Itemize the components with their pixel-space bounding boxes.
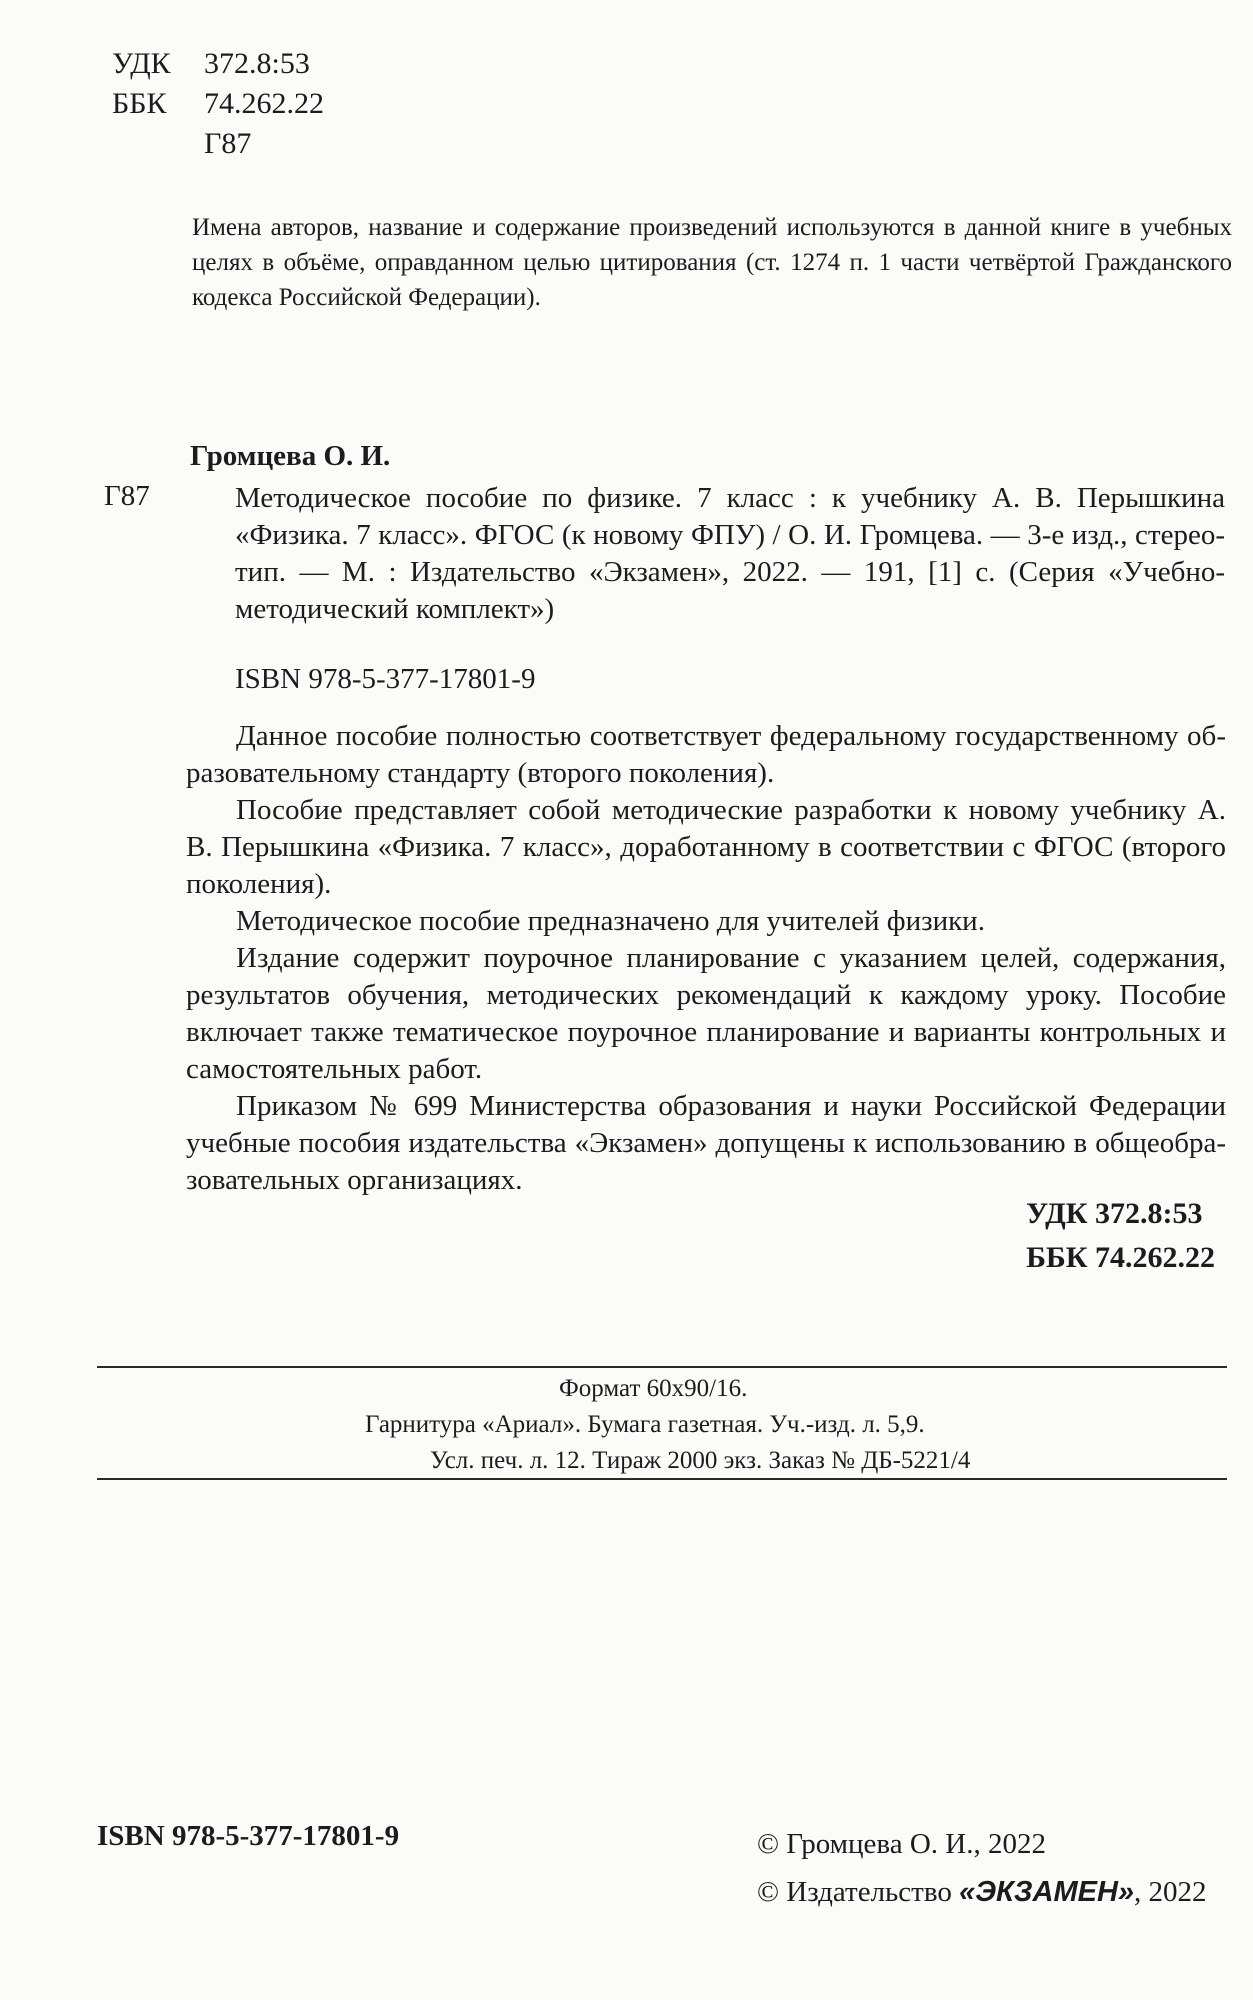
copyright-author: © Громцева О. И., 2022: [757, 1828, 1046, 1860]
abstract: [186, 718, 1226, 1199]
bbk-bold: ББК 74.262.22: [1026, 1241, 1215, 1274]
rights-notice: Имена авторов, название и содержание произведений используются в данной книге в учебных целях в объёме, оправданном целью цитирования (ст. 1274 п. 1 части четвёртой Гражданского кодекса Российской Федерации).: [192, 214, 1232, 311]
abstract-paragraph: Издание содержит поурочное планирование с указанием целей, содержания, результатов обучения, методических рекомендаций к каждому уроку. Пособие включает также тематическое поурочное планирование и варианты контрольных и самостоятельных работ.: [186, 942, 1226, 1085]
classification-bold: [1026, 1192, 1215, 1280]
bbk-value: 74.262.22: [204, 87, 324, 120]
imprint-block: [97, 1371, 1227, 1479]
divider-bottom: [97, 1478, 1227, 1480]
author-heading: Громцева О. И.: [190, 440, 391, 472]
imprint-typeface: Гарнитура «Ариал». Бумага газетная. Уч.-изд. л. 5,9.: [365, 1411, 925, 1438]
bbk-label: ББК: [112, 87, 167, 120]
isbn-line: ISBN 978-5-377-17801-9: [235, 663, 536, 695]
abstract-paragraph: Методическое пособие предназначено для учителей физики.: [236, 905, 985, 937]
copyright-prefix: © Издательство: [757, 1876, 960, 1908]
cutter-code: Г87: [204, 127, 252, 160]
abstract-paragraph: Данное пособие полностью соответствует федеральному государственному образовательному стандарту (второго поколения).: [186, 720, 1226, 789]
publisher-name: «ЭКЗАМЕН»: [959, 1876, 1135, 1908]
cutter-mark: Г87: [104, 480, 150, 512]
classification-codes: [112, 44, 324, 164]
copyright-suffix: , 2022: [1134, 1876, 1207, 1908]
bibliographic-description: Методическое пособие по физике. 7 класс : к учебнику А. В. Перышкина «Физика. 7 класс». ФГОС (к новому ФПУ) / О. И. Громцева. — 3-е изд., стереотип. — М. : Издательство «Экзамен», 2022. — 191, [1] с. (Серия «Учебно-методический комплект»): [235, 482, 1225, 625]
abstract-paragraph: Приказом № 699 Министерства образования и науки Российской Федерации учебные пособия издательства «Экзамен» допущены к использованию в общеобразовательных организациях.: [186, 1090, 1226, 1196]
udk-value: 372.8:53: [204, 47, 310, 80]
imprint-format: Формат 60x90/16.: [559, 1375, 748, 1402]
copyright-publisher: [757, 1868, 1207, 1916]
footer-isbn: ISBN 978-5-377-17801-9: [97, 1820, 400, 1852]
imprint-print-run: Усл. печ. л. 12. Тираж 2000 экз. Заказ № ДБ-5221/4: [430, 1447, 971, 1474]
copyright-block: [757, 1820, 1207, 1916]
udk-label: УДК: [112, 47, 171, 80]
udk-bold: УДК 372.8:53: [1026, 1197, 1203, 1230]
divider-top: [97, 1366, 1227, 1368]
abstract-paragraph: Пособие представляет собой методические разработки к новому учебнику А. В. Перышкина «Физика. 7 класс», доработанному в соответствии с ФГОС (второго поколения).: [186, 794, 1226, 900]
